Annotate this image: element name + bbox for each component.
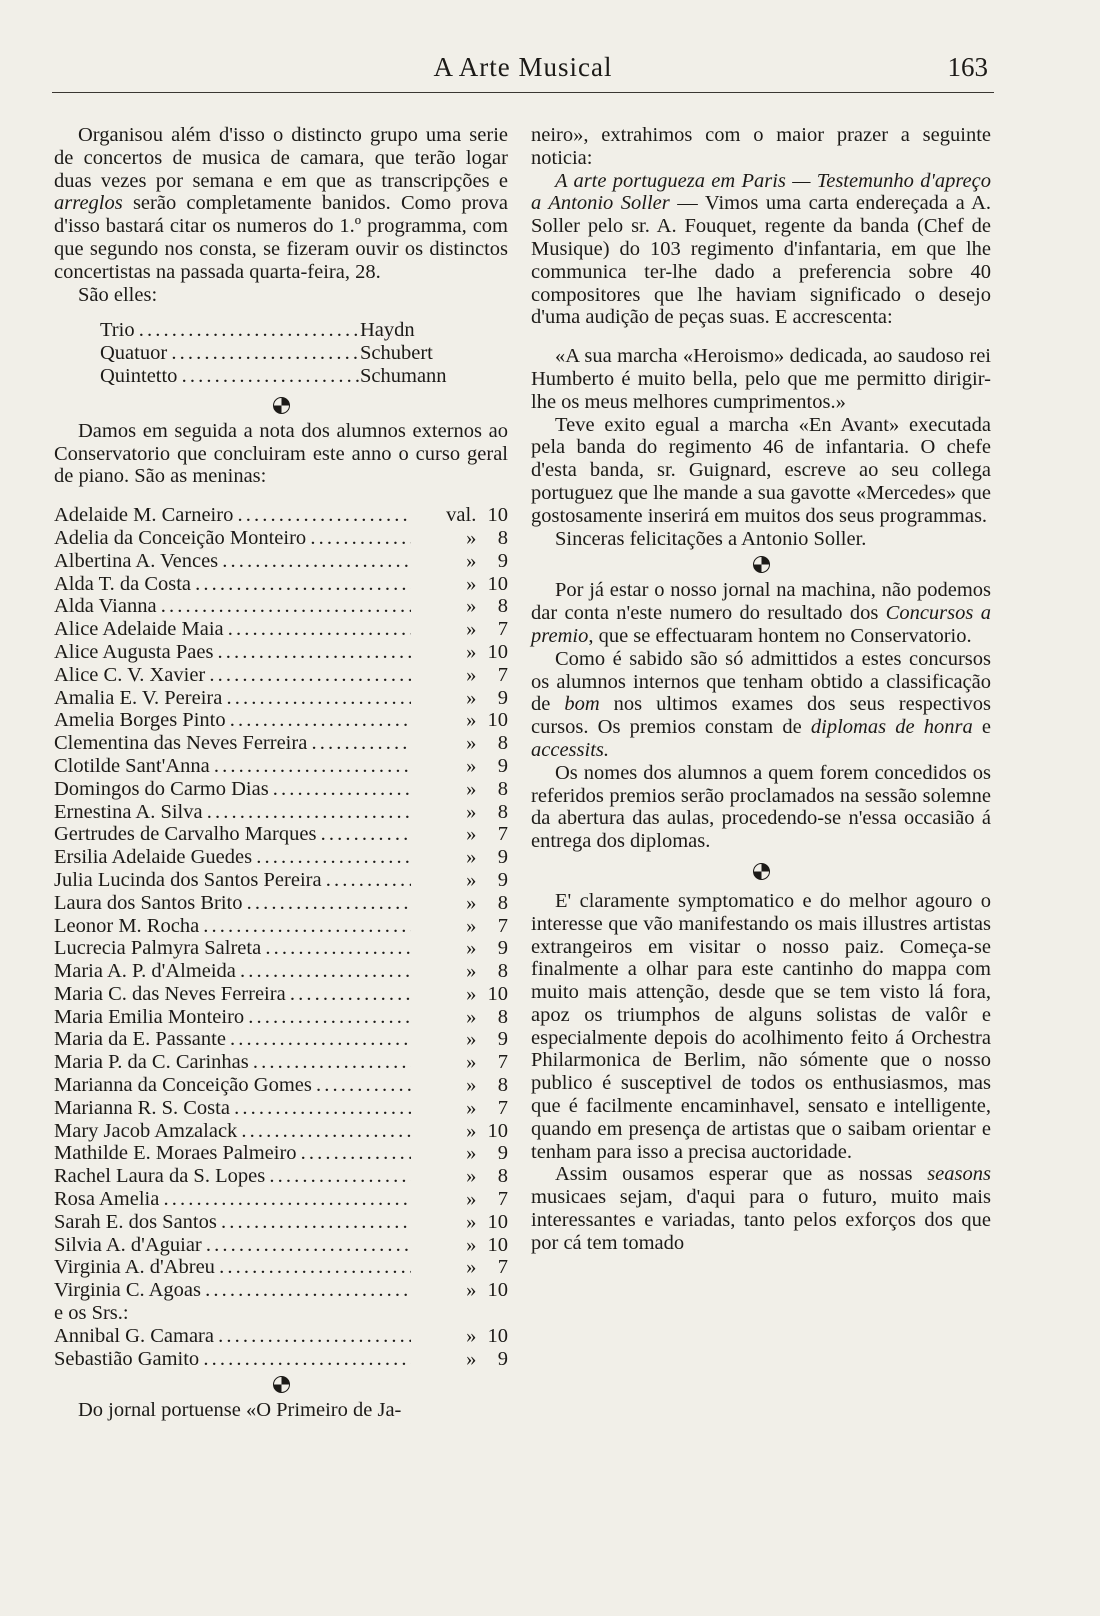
paragraph-concursos xyxy=(531,579,991,647)
student-mark: » xyxy=(466,1142,477,1165)
student-name: Maria P. da C. Carinhas . . . xyxy=(54,1051,411,1074)
student-grade: 7 xyxy=(497,1051,508,1074)
student-mark: » xyxy=(466,1347,477,1370)
student-mark: » xyxy=(466,754,477,777)
paragraph-text: Organisou além d'isso o distincto grupo uma serie de concertos de musica de camara, que terão logar duas vezes por semana e em que as transcripções e xyxy=(54,124,508,192)
student-mark: » xyxy=(466,595,477,618)
paragraph-text: Como é sabido são só admittidos a estes concursos os alumnos internos que tenham obtido a classificação de xyxy=(531,647,991,716)
student-mark: val. xyxy=(446,504,477,527)
student-row xyxy=(54,1188,508,1211)
student-grade: 7 xyxy=(497,823,508,846)
student-grade: 8 xyxy=(497,1165,508,1188)
students-male-label: e os Srs.: xyxy=(54,1302,129,1325)
student-grade: 8 xyxy=(497,1074,508,1097)
student-row xyxy=(54,550,508,573)
student-mark: » xyxy=(466,1005,477,1028)
paragraph-text: nos ultimos exames dos seus respectivos cursos. Os premios constam de xyxy=(531,693,991,739)
programme-work: Quatuor . . . xyxy=(100,342,360,365)
student-row xyxy=(54,892,508,915)
student-grade: 7 xyxy=(497,1096,508,1119)
student-name: Alice Augusta Paes . . . xyxy=(54,641,411,664)
student-row xyxy=(54,983,508,1006)
student-row xyxy=(54,573,508,596)
student-row xyxy=(54,641,508,664)
paragraph-italic: Concursos a premio xyxy=(531,602,991,647)
student-mark: » xyxy=(466,1256,477,1279)
student-grade: 9 xyxy=(497,868,508,891)
student-grade: 10 xyxy=(487,572,508,595)
student-row xyxy=(54,687,508,710)
student-name: Silvia A. d'Aguiar . . . xyxy=(54,1234,411,1257)
student-grade: 9 xyxy=(497,1028,508,1051)
section-ornament xyxy=(273,397,290,414)
student-mark: » xyxy=(466,1165,477,1188)
student-mark: » xyxy=(466,1324,477,1347)
student-grade: 10 xyxy=(487,640,508,663)
student-grade: 8 xyxy=(497,960,508,983)
concert-programme xyxy=(100,319,508,387)
paragraph-primeiro-janeiro: Do jornal portuense «O Primeiro de Ja- xyxy=(78,1399,402,1422)
student-row xyxy=(54,823,508,846)
student-mark: » xyxy=(466,1188,477,1211)
student-name: Clotilde Sant'Anna . . . xyxy=(54,755,411,778)
paragraph-alumnos: Damos em seguida a nota dos alumnos externos ao Conservatorio que concluiram este anno o curso geral de piano. São as meninas: xyxy=(54,419,508,488)
running-header xyxy=(52,50,994,90)
student-grade: 7 xyxy=(497,1188,508,1211)
student-name: Ernestina A. Silva . . . xyxy=(54,801,411,824)
student-row xyxy=(54,778,508,801)
student-name: Virginia C. Agoas . . . xyxy=(54,1279,411,1302)
student-row xyxy=(54,1279,508,1302)
student-mark: » xyxy=(466,709,477,732)
student-row xyxy=(54,1325,508,1348)
student-row xyxy=(54,504,508,527)
student-name: Rosa Amelia . . . xyxy=(54,1188,411,1211)
student-name: Gertrudes de Carvalho Marques . . . xyxy=(54,823,411,846)
student-name: Alda Vianna . . . xyxy=(54,595,411,618)
student-name: Julia Lucinda dos Santos Pereira . . . xyxy=(54,869,411,892)
student-grade: 10 xyxy=(487,1233,508,1256)
student-grade: 7 xyxy=(497,1256,508,1279)
student-grade: 10 xyxy=(487,1119,508,1142)
student-row xyxy=(54,1120,508,1143)
student-name: Ersilia Adelaide Guedes . . . xyxy=(54,846,411,869)
student-grade: 10 xyxy=(487,709,508,732)
student-grade: 9 xyxy=(497,549,508,572)
programme-row xyxy=(100,365,508,388)
student-mark: » xyxy=(466,1233,477,1256)
article-headline: A arte portugueza em Paris — Testemunho d'apreço a Antonio Soller xyxy=(531,169,991,215)
student-grade: 8 xyxy=(497,1005,508,1028)
paragraph-text: — Vimos uma carta endereçada a A. Soller pelo sr. A. Fouquet, regente da banda (Chef de Musique) do 103 regimento d'infantaria, em que lhe communica ter-lhe dado a preferencia sobre 40 compositores que lhe haviam significado o desejo d'uma audição de peças suas. E accrescenta: xyxy=(531,192,991,329)
student-mark: » xyxy=(466,960,477,983)
student-mark: » xyxy=(466,868,477,891)
student-row xyxy=(54,1348,508,1371)
paragraph-concerts xyxy=(54,124,508,284)
programme-work: Quintetto . . . xyxy=(100,365,360,388)
student-name: Maria C. das Neves Ferreira . . . xyxy=(54,983,411,1006)
student-mark: » xyxy=(466,777,477,800)
student-name: Maria A. P. d'Almeida . . . xyxy=(54,960,411,983)
student-mark: » xyxy=(466,526,477,549)
student-mark: » xyxy=(466,800,477,823)
student-row xyxy=(54,595,508,618)
student-name: Alice C. V. Xavier . . . xyxy=(54,664,411,687)
student-grade: 7 xyxy=(497,914,508,937)
student-mark: » xyxy=(466,686,477,709)
student-mark: » xyxy=(466,1279,477,1302)
student-mark: » xyxy=(466,982,477,1005)
student-row xyxy=(54,527,508,550)
paragraph-felicitacoes: Sinceras felicitações a Antonio Soller. xyxy=(555,527,867,550)
student-grade: 10 xyxy=(487,1279,508,1302)
section-ornament xyxy=(753,863,770,880)
student-name: Rachel Laura da S. Lopes . . . xyxy=(54,1165,411,1188)
paragraph-artistas: E' claramente symptomatico e do melhor agouro o interesse que vão manifestando os mais illustres artistas extrangeiros em visitar o nosso paiz. Começa-se finalmente a olhar para este cantinho do mappa com muito mais attenção, desde que se tem visto lá fora, apoz os triumphos de alguns solistas de valôr e especialmente depois do acolhimento feito á Orchestra Philarmonica de Berlim, não sómente que o nosso publico é susceptivel de todos os enthusiasmos, mas que é facilmente encaminhavel, sensato e intelligente, quando em presença de artistas que o saibam orientar e tenham para isso a precisa auctoridade. xyxy=(531,889,991,1163)
student-row xyxy=(54,618,508,641)
programme-composer: Haydn xyxy=(360,319,415,342)
student-mark: » xyxy=(466,1028,477,1051)
student-row xyxy=(54,1006,508,1029)
student-mark: » xyxy=(466,1210,477,1233)
journal-title: A Arte Musical xyxy=(433,52,613,82)
student-name: Maria da E. Passante . . . xyxy=(54,1028,411,1051)
student-grade: 8 xyxy=(497,800,508,823)
student-mark: » xyxy=(466,732,477,755)
student-name: Annibal G. Camara . . . xyxy=(54,1325,411,1348)
paragraph-text: serão completamente banidos. Como prova d'isso bastará citar os numeros do 1.º programma, com que segundo nos consta, se fizeram ouvir os distinctos concertistas na passada quarta-feira, 28. xyxy=(54,192,508,283)
student-grade: 10 xyxy=(487,1210,508,1233)
student-row xyxy=(54,732,508,755)
student-grade: 8 xyxy=(497,777,508,800)
programme-composer: Schumann xyxy=(360,364,447,387)
student-mark: » xyxy=(466,640,477,663)
student-grade: 7 xyxy=(497,618,508,641)
student-grade: 8 xyxy=(497,732,508,755)
paragraph-text: e xyxy=(972,716,992,739)
student-grade: 9 xyxy=(497,846,508,869)
student-grade: 9 xyxy=(497,937,508,960)
student-row xyxy=(54,755,508,778)
student-mark: » xyxy=(466,823,477,846)
student-name: Sarah E. dos Santos . . . xyxy=(54,1211,411,1234)
student-row xyxy=(54,1211,508,1234)
student-row xyxy=(54,937,508,960)
student-grade: 10 xyxy=(487,504,508,527)
paragraph-italic: accessits. xyxy=(531,738,609,761)
section-ornament xyxy=(753,556,770,573)
student-name: Alda T. da Costa . . . xyxy=(54,573,411,596)
student-row xyxy=(54,1234,508,1257)
header-rule xyxy=(52,92,994,93)
student-name: Marianna da Conceição Gomes . . . xyxy=(54,1074,411,1097)
student-name: Adelia da Conceição Monteiro . . . xyxy=(54,527,411,550)
student-mark: » xyxy=(466,937,477,960)
student-grade: 8 xyxy=(497,891,508,914)
programme-row xyxy=(100,319,508,342)
students-list xyxy=(54,504,508,1370)
student-mark: » xyxy=(466,618,477,641)
student-row xyxy=(54,960,508,983)
student-mark: » xyxy=(466,549,477,572)
student-grade: 7 xyxy=(497,663,508,686)
programme-composer: Schubert xyxy=(360,342,433,365)
paragraph-admittidos xyxy=(531,648,991,762)
student-row xyxy=(54,846,508,869)
programme-row xyxy=(100,342,508,365)
student-row xyxy=(54,1142,508,1165)
student-grade: 9 xyxy=(497,686,508,709)
student-row xyxy=(54,801,508,824)
student-mark: » xyxy=(466,891,477,914)
paragraph-italic: arreglos xyxy=(54,192,123,215)
paragraph-italic: diplomas de honra xyxy=(810,716,973,739)
student-mark: » xyxy=(466,1074,477,1097)
student-name: Laura dos Santos Brito . . . xyxy=(54,892,411,915)
student-name: Mathilde E. Moraes Palmeiro . . . xyxy=(54,1142,411,1165)
right-column xyxy=(531,124,991,1255)
student-grade: 9 xyxy=(497,1142,508,1165)
student-mark: » xyxy=(466,1119,477,1142)
student-grade: 8 xyxy=(497,526,508,549)
programme-work: Trio . . . xyxy=(100,319,360,342)
paragraph-text: musicaes sejam, d'aqui para o futuro, muito mais interessantes e variadas, tanto pelos exforços dos que por cá tem tomado xyxy=(531,1186,991,1254)
student-grade: 8 xyxy=(497,595,508,618)
student-name: Albertina A. Vences . . . xyxy=(54,550,411,573)
student-name: Adelaide M. Carneiro . . . xyxy=(54,504,411,527)
student-name: Mary Jacob Amzalack . . . xyxy=(54,1120,411,1143)
paragraph-quote: «A sua marcha «Heroismo» dedicada, ao saudoso rei Humberto é muito bella, pelo que me permitto dirigir-lhe os meus melhores cumprimentos.» xyxy=(531,345,991,413)
student-name: Virginia A. d'Abreu . . . xyxy=(54,1256,411,1279)
student-name: Lucrecia Palmyra Salreta . . . xyxy=(54,937,411,960)
page-number: 163 xyxy=(947,52,988,82)
student-row xyxy=(54,1074,508,1097)
student-mark: » xyxy=(466,846,477,869)
student-mark: » xyxy=(466,572,477,595)
paragraph-text: Por já estar o nosso jornal na machina, não podemos dar conta n'este numero do resultado dos xyxy=(531,579,991,625)
paragraph-premios: Os nomes dos alumnos a quem forem concedidos os referidos premios serão proclamados na sessão solemne da abertura das aulas, procedendo-se n'essa occasião á entrega dos diplomas. xyxy=(531,761,991,853)
student-name: Domingos do Carmo Dias . . . xyxy=(54,778,411,801)
paragraph-text: , que se effectuaram hontem no Conservatorio. xyxy=(588,624,972,647)
student-grade: 10 xyxy=(487,982,508,1005)
paragraph-noticia-intro: neiro», extrahimos com o maior prazer a seguinte noticia: xyxy=(531,124,991,169)
student-mark: » xyxy=(466,1096,477,1119)
paragraph-soller xyxy=(531,170,991,330)
student-mark: » xyxy=(466,914,477,937)
student-name: Maria Emilia Monteiro . . . xyxy=(54,1006,411,1029)
paragraph-sao-elles: São elles: xyxy=(78,283,158,306)
paragraph-en-avant: Teve exito egual a marcha «En Avant» executada pela banda do regimento 46 de infantaria. O chefe d'esta banda, sr. Guignard, escreve ao seu collega portuguez que lhe mande a sua gavotte «Mercedes» que gostosamente inserirá em muitos dos seus programmas. xyxy=(531,413,991,527)
student-name: Sebastião Gamito . . . xyxy=(54,1348,411,1371)
student-name: Amalia E. V. Pereira . . . xyxy=(54,687,411,710)
student-name: Amelia Borges Pinto . . . xyxy=(54,709,411,732)
student-name: Marianna R. S. Costa . . . xyxy=(54,1097,411,1120)
student-row xyxy=(54,869,508,892)
student-grade: 10 xyxy=(487,1324,508,1347)
student-row xyxy=(54,709,508,732)
student-row xyxy=(54,1165,508,1188)
student-row xyxy=(54,1028,508,1051)
paragraph-italic: bom xyxy=(564,693,600,716)
paragraph-seasons xyxy=(531,1163,991,1254)
student-row xyxy=(54,1051,508,1074)
paragraph-text: Assim ousamos esperar que as nossas xyxy=(555,1163,928,1186)
student-mark: » xyxy=(466,1051,477,1074)
student-row xyxy=(54,915,508,938)
student-row xyxy=(54,1097,508,1120)
student-grade: 9 xyxy=(497,754,508,777)
section-ornament xyxy=(273,1376,290,1393)
student-mark: » xyxy=(466,663,477,686)
student-row xyxy=(54,1256,508,1279)
student-row xyxy=(54,664,508,687)
student-name: Leonor M. Rocha . . . xyxy=(54,915,411,938)
student-grade: 9 xyxy=(497,1347,508,1370)
paragraph-italic: seasons xyxy=(927,1163,991,1186)
left-column xyxy=(54,124,508,1422)
student-name: Clementina das Neves Ferreira . . . xyxy=(54,732,411,755)
student-name: Alice Adelaide Maia . . . xyxy=(54,618,411,641)
